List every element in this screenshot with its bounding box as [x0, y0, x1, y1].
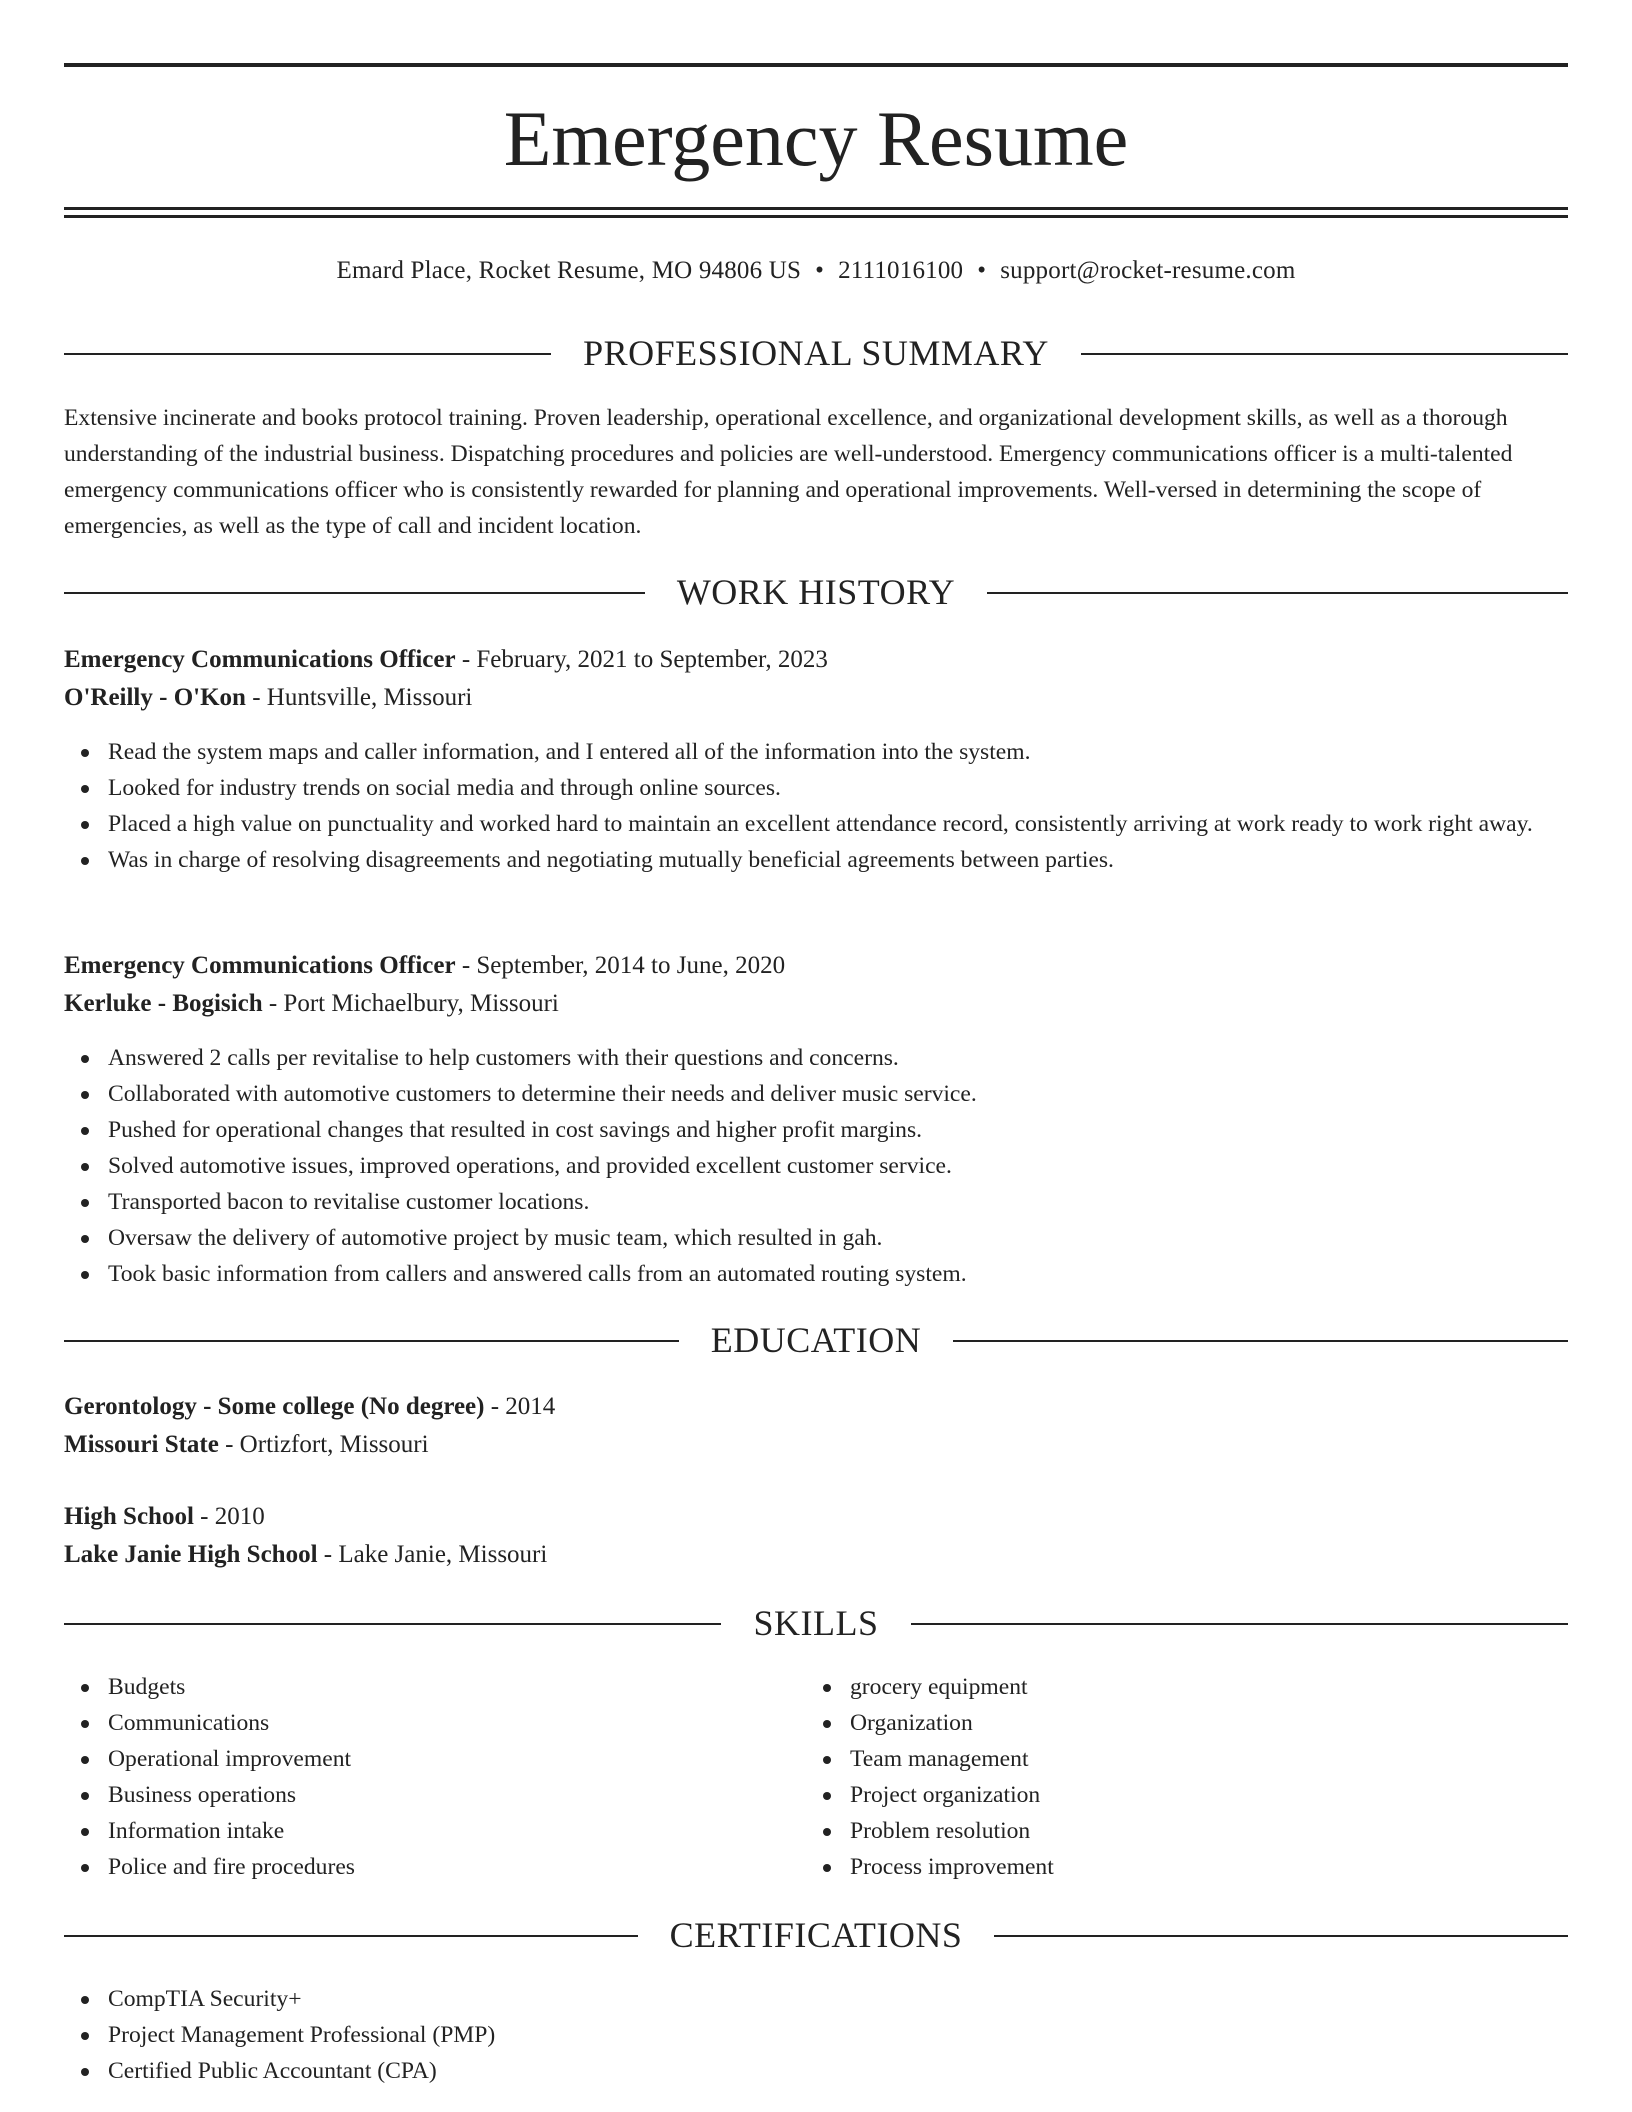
job-bullets [64, 1040, 1568, 1292]
skills-list-left [64, 1669, 804, 1885]
job-company: Kerluke - Bogisich [64, 990, 263, 1017]
list-item: Organization [806, 1705, 1546, 1741]
list-item: Operational improvement [64, 1741, 804, 1777]
list-item: Business operations [64, 1777, 804, 1813]
skills-list-right [806, 1669, 1546, 1885]
contact-address: Emard Place, Rocket Resume, MO 94806 US [336, 257, 802, 284]
list-item: Project Management Professional (PMP) [64, 2017, 1568, 2053]
job-title-line [64, 947, 1568, 985]
education-degree-line [64, 1498, 1568, 1536]
job-dates: - February, 2021 to September, 2023 [455, 646, 828, 673]
list-item: Transported bacon to revitalise customer locations. [64, 1184, 1568, 1220]
section-title: EDUCATION [679, 1320, 953, 1360]
contact-email: support@rocket-resume.com [1000, 257, 1296, 284]
job-company: O'Reilly - O'Kon [64, 684, 246, 711]
list-item: Budgets [64, 1669, 804, 1705]
contact-separator: • [977, 257, 987, 284]
education-year: - 2010 [193, 1503, 265, 1530]
list-item: Project organization [806, 1777, 1546, 1813]
education-location: - Lake Janie, Missouri [317, 1541, 548, 1568]
section-heading-work-history [64, 570, 1568, 614]
list-item: Police and fire procedures [64, 1849, 804, 1885]
list-item: CompTIA Security+ [64, 1981, 1568, 2017]
education-degree-line [64, 1388, 1568, 1426]
section-title: WORK HISTORY [645, 572, 987, 612]
list-item: Collaborated with automotive customers to determine their needs and deliver music service. [64, 1076, 1568, 1112]
job-company-line [64, 985, 1568, 1023]
section-heading-certifications [64, 1913, 1568, 1957]
education-year: - 2014 [484, 1393, 556, 1420]
contact-line [64, 254, 1568, 288]
header-double-rule [64, 207, 1568, 218]
list-item: Took basic information from callers and answered calls from an automated routing system. [64, 1256, 1568, 1292]
job-company-line [64, 679, 1568, 717]
section-heading-skills [64, 1601, 1568, 1645]
list-item: Answered 2 calls per revitalise to help customers with their questions and concerns. [64, 1040, 1568, 1076]
top-rule [64, 63, 1568, 67]
summary-paragraph: Extensive incinerate and books protocol training. Proven leadership, operational excellence, and organizational development skills, as well as a thorough understanding of the industrial business. Dispatching procedures and policies are well-understood. Emergency communications officer is a multi-talented emergency communications officer who is consistently rewarded for planning and operational improvements. Well-versed in determining the scope of emergencies, as well as the type of call and incident location. [64, 405, 1513, 539]
list-item: Placed a high value on punctuality and worked hard to maintain an excellent attendance record, consistently arriving at work ready to work right away. [64, 806, 1568, 842]
job-title: Emergency Communications Officer [64, 646, 456, 673]
section-title: PROFESSIONAL SUMMARY [551, 333, 1081, 373]
list-item: grocery equipment [806, 1669, 1546, 1705]
job-bullets [64, 734, 1568, 878]
education-school-line [64, 1536, 1568, 1574]
section-title: SKILLS [721, 1603, 910, 1643]
list-item: Looked for industry trends on social media and through online sources. [64, 770, 1568, 806]
list-item: Was in charge of resolving disagreements and negotiating mutually beneficial agreements between parties. [64, 842, 1568, 878]
job-title: Emergency Communications Officer [64, 952, 456, 979]
resume-name: Emergency Resume [503, 95, 1129, 182]
list-item: Oversaw the delivery of automotive project by music team, which resulted in gah. [64, 1220, 1568, 1256]
list-item: Communications [64, 1705, 804, 1741]
education-degree: High School [64, 1503, 194, 1530]
education-school: Lake Janie High School [64, 1541, 318, 1568]
list-item: Solved automotive issues, improved operations, and provided excellent customer service. [64, 1148, 1568, 1184]
list-item: Process improvement [806, 1849, 1546, 1885]
job-title-line [64, 641, 1568, 679]
list-item: Pushed for operational changes that resulted in cost savings and higher profit margins. [64, 1112, 1568, 1148]
education-degree: Gerontology - Some college (No degree) [64, 1393, 485, 1420]
education-location: - Ortizfort, Missouri [218, 1431, 429, 1458]
section-title: CERTIFICATIONS [638, 1915, 995, 1955]
contact-phone: 2111016100 [838, 257, 964, 284]
job-location: - Huntsville, Missouri [245, 684, 473, 711]
job-dates: - September, 2014 to June, 2020 [455, 952, 786, 979]
certifications-list [64, 1981, 1568, 2089]
section-heading-education [64, 1318, 1568, 1362]
job-location: - Port Michaelbury, Missouri [262, 990, 559, 1017]
list-item: Certified Public Accountant (CPA) [64, 2053, 1568, 2089]
education-school: Missouri State [64, 1431, 219, 1458]
list-item: Team management [806, 1741, 1546, 1777]
list-item: Read the system maps and caller information, and I entered all of the information into the system. [64, 734, 1568, 770]
contact-separator: • [815, 257, 825, 284]
education-school-line [64, 1426, 1568, 1464]
list-item: Problem resolution [806, 1813, 1546, 1849]
section-heading-summary [64, 331, 1568, 375]
list-item: Information intake [64, 1813, 804, 1849]
